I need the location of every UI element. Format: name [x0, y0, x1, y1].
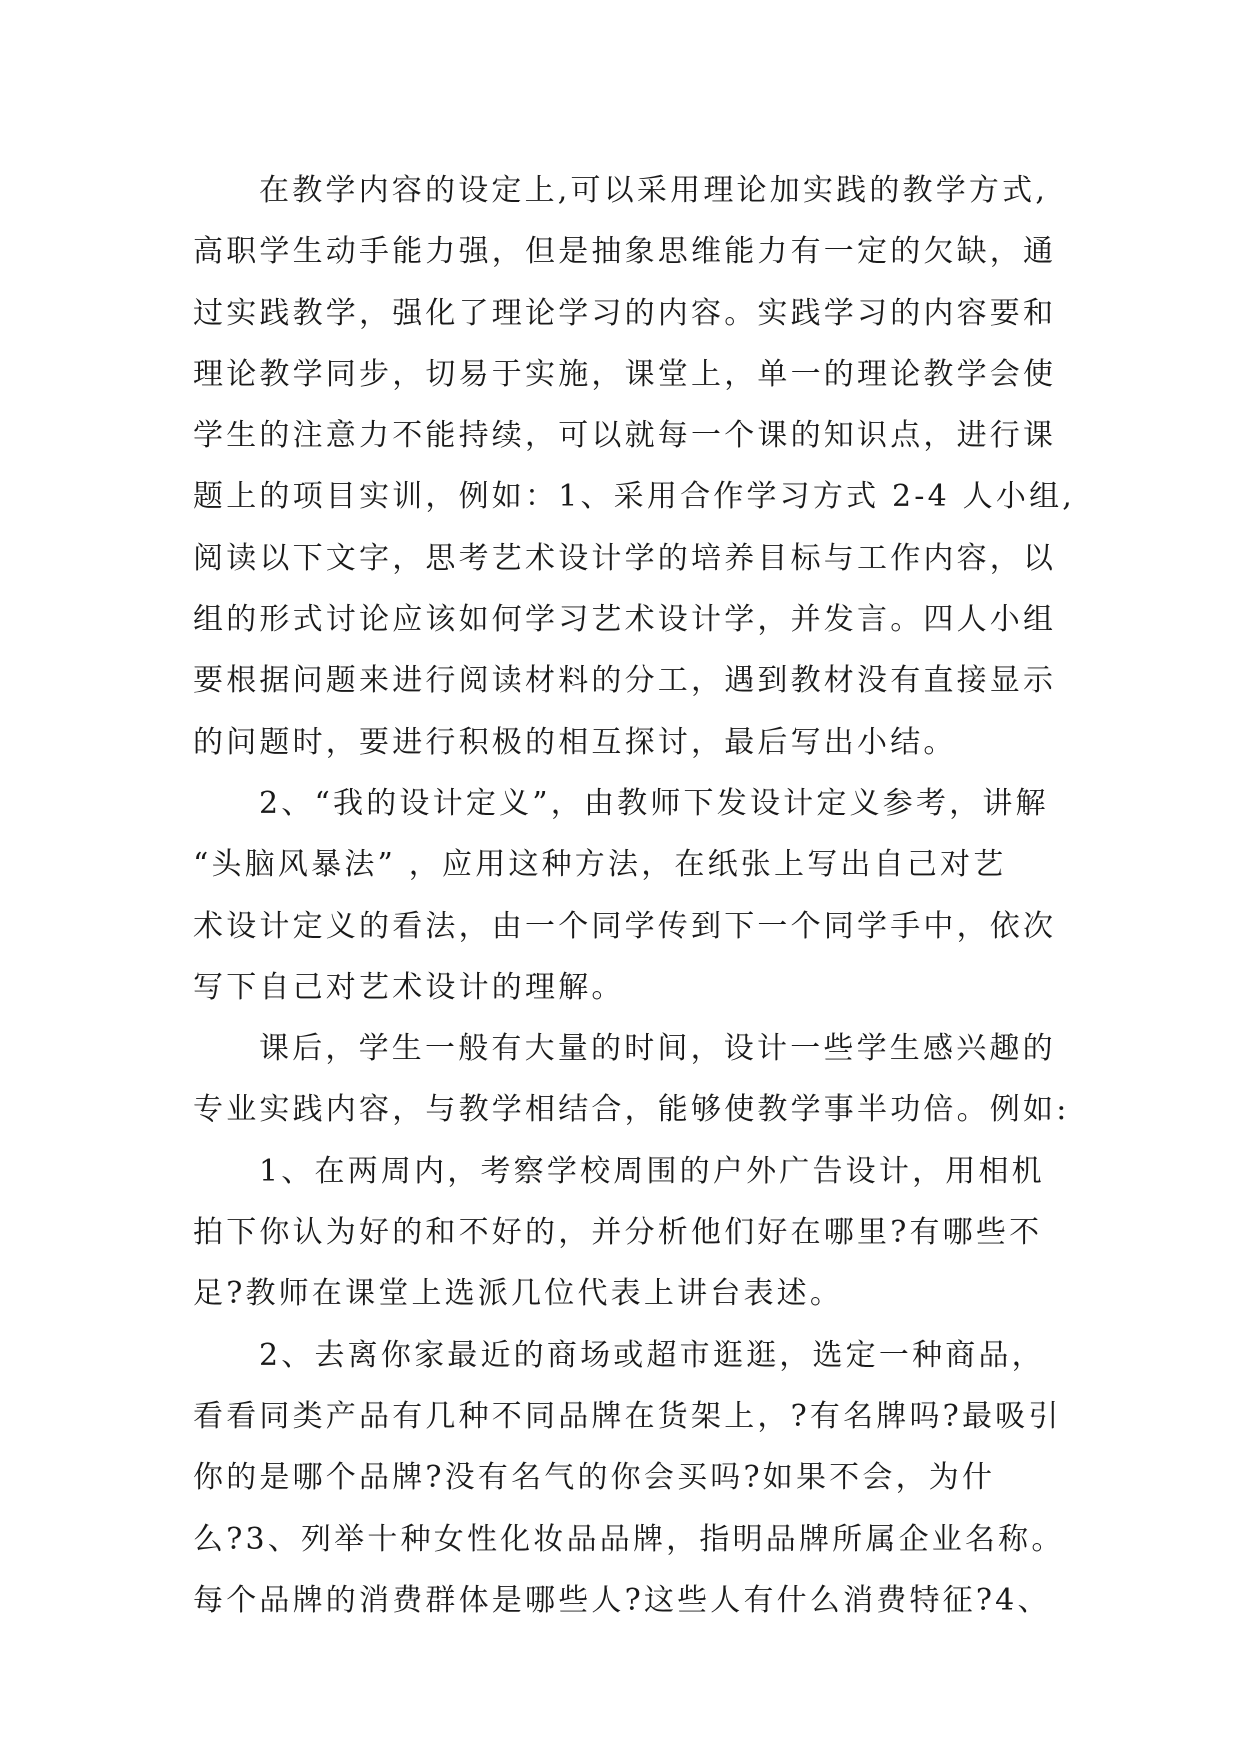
text-line: 组的形式讨论应该如何学习艺术设计学，并发言。四人小组	[193, 602, 1057, 638]
text-line: 拍下你认为好的和不好的，并分析他们好在哪里?有哪些不	[193, 1215, 1043, 1251]
text-line: 要根据问题来进行阅读材料的分工，遇到教材没有直接显示	[193, 663, 1057, 699]
text-line: 学生的注意力不能持续，可以就每一个课的知识点，进行课	[193, 418, 1057, 454]
text-line: 理论教学同步，切易于实施，课堂上，单一的理论教学会使	[193, 356, 1057, 392]
document-body	[193, 160, 1093, 1631]
text-line: 足?教师在课堂上选派几位代表上讲台表述。	[193, 1276, 844, 1312]
text-line: 专业实践内容，与教学相结合，能够使教学事半功倍。例如:	[193, 1092, 1070, 1128]
text-line: 看看同类产品有几种不同品牌在货架上，?有名牌吗?最吸引	[193, 1398, 1062, 1434]
text-line: 阅读以下文字，思考艺术设计学的培养目标与工作内容，以	[193, 540, 1057, 576]
text-line: 么?3、列举十种女性化妆品品牌，指明品牌所属企业名称。	[193, 1521, 1065, 1557]
text-line: 高职学生动手能力强，但是抽象思维能力有一定的欠缺，通	[193, 234, 1057, 270]
text-line: 2、“我的设计定义”，由教师下发设计定义参考，讲解	[259, 785, 1049, 821]
text-line: 2、去离你家最近的商场或超市逛逛，选定一种商品，	[259, 1337, 1045, 1373]
text-line: 每个品牌的消费群体是哪些人?这些人有什么消费特征?4、	[193, 1582, 1051, 1618]
text-line: 的问题时，要进行积极的相互探讨，最后写出小结。	[193, 724, 957, 760]
text-line: 过实践教学，强化了理论学习的内容。实践学习的内容要和	[193, 295, 1057, 331]
text-line: 术设计定义的看法，由一个同学传到下一个同学手中，依次	[193, 908, 1057, 944]
text-line: 你的是哪个品牌?没有名气的你会买吗?如果不会，为什	[193, 1460, 996, 1496]
text-line: “头脑风暴法” ，应用这种方法，在纸张上写出自己对艺	[193, 847, 1007, 883]
text-line: 写下自己对艺术设计的理解。	[193, 969, 625, 1005]
text-line: 题上的项目实训，例如：1、采用合作学习方式 2-4 人小组,	[193, 479, 1076, 515]
text-line: 在教学内容的设定上,可以采用理论加实践的教学方式,	[259, 173, 1049, 208]
text-line: 1、在两周内，考察学校周围的户外广告设计，用相机	[259, 1153, 1045, 1189]
text-line: 课后，学生一般有大量的时间，设计一些学生感兴趣的	[259, 1031, 1056, 1067]
